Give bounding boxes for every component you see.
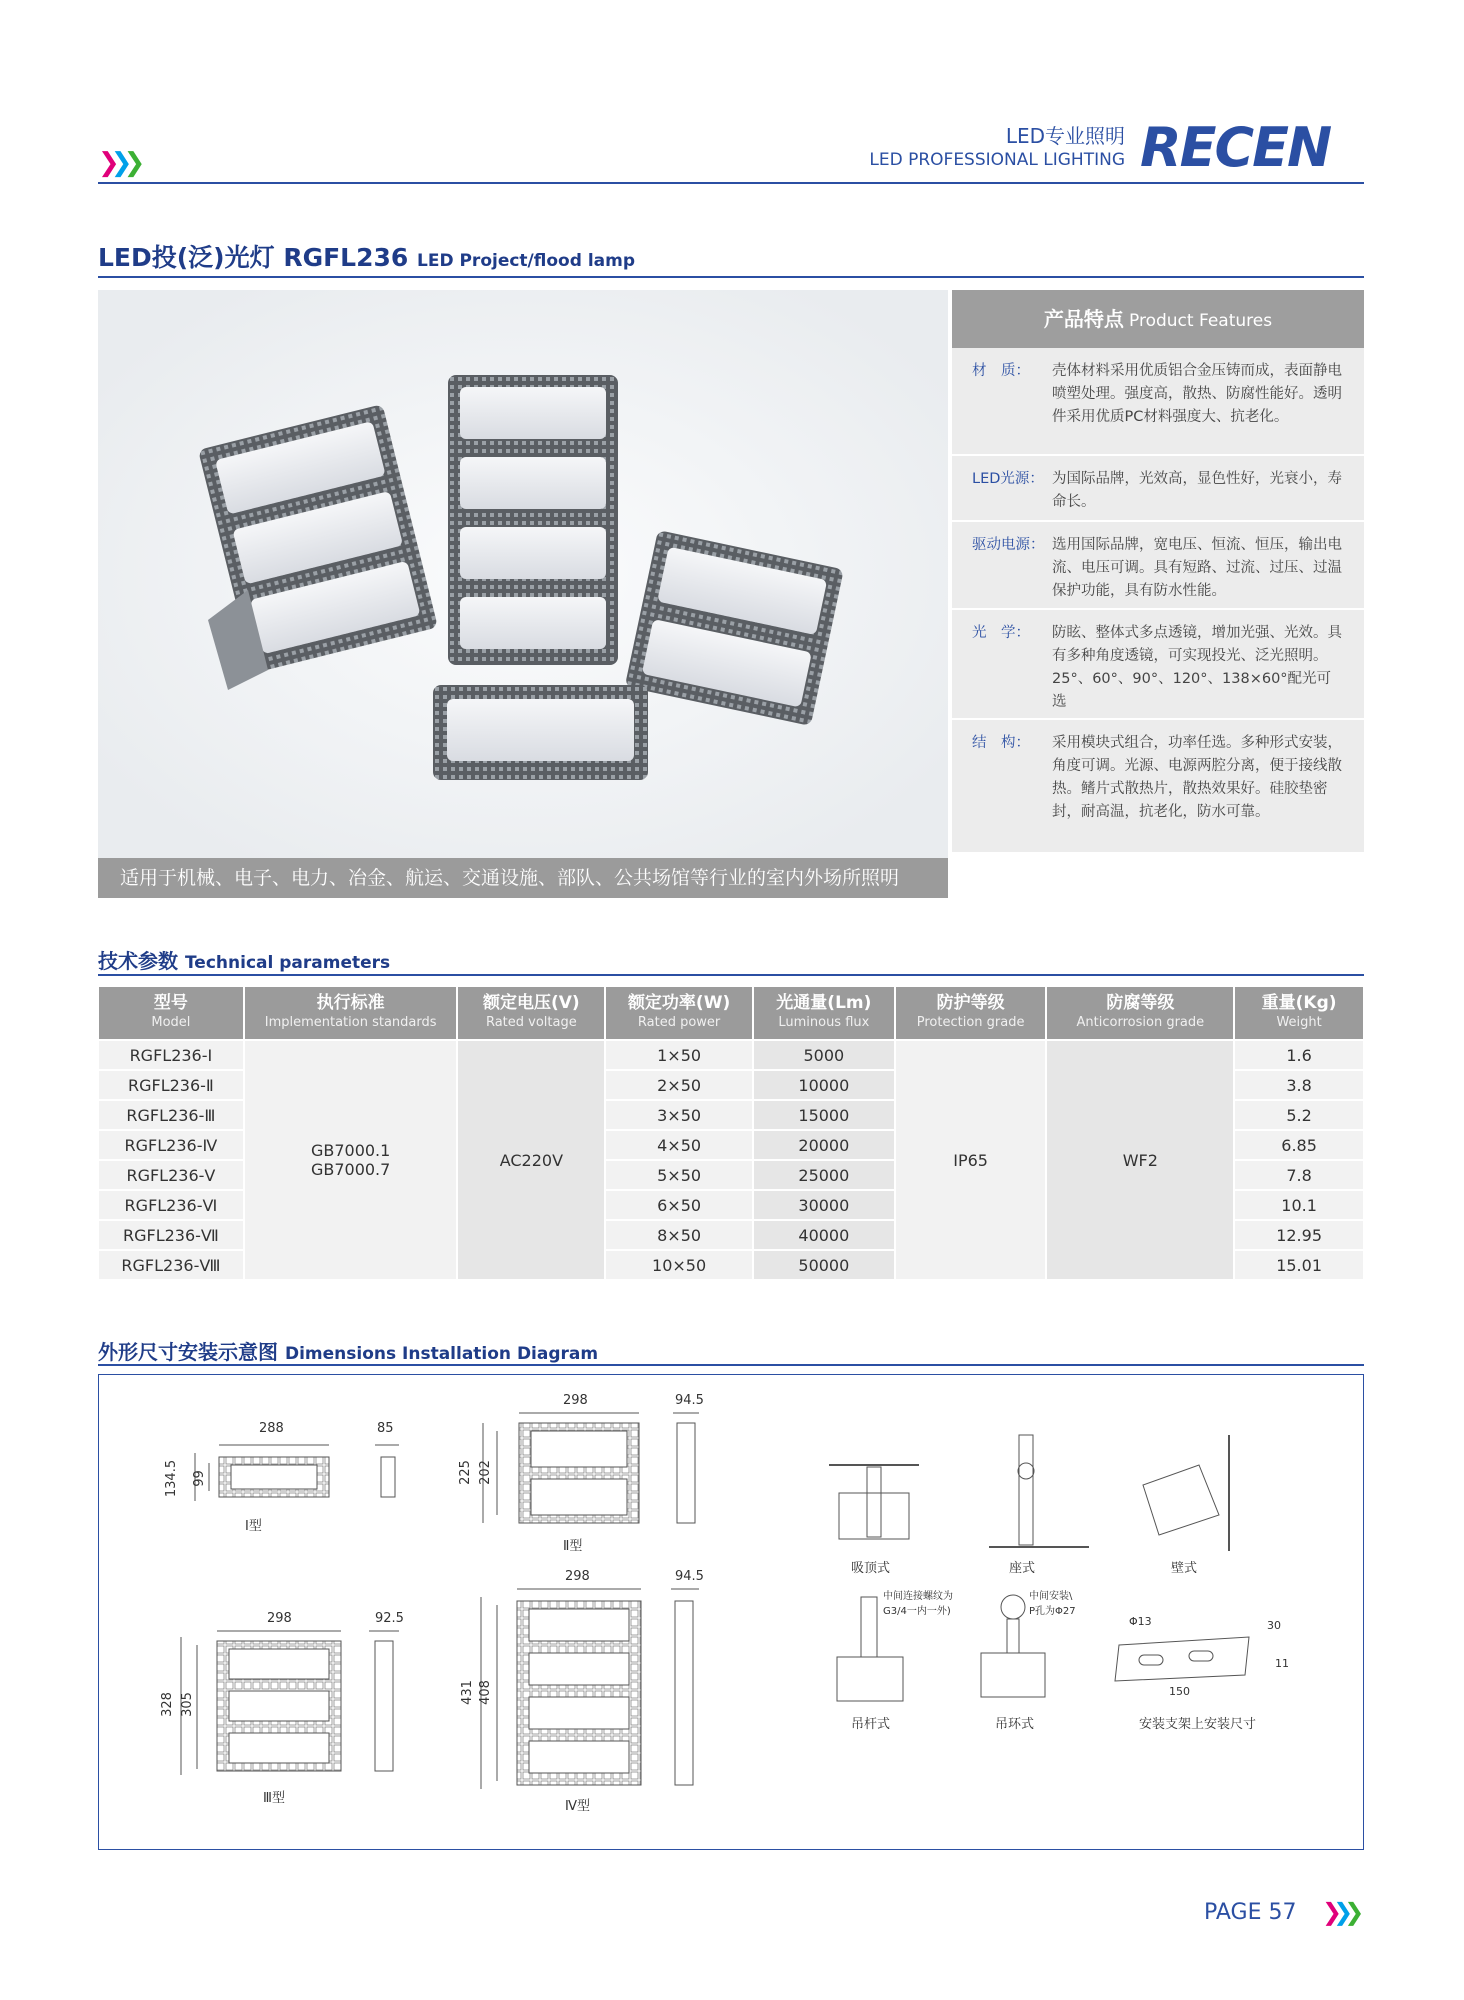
feature-item: 材 质： 壳体材料采用优质铝合金压铸而成，表面静电喷塑处理。强度高，散热、防腐性能好。透明件采用优质PC材料强度大、抗老化。 [952, 348, 1364, 456]
type4-inner-height: 408 [477, 1680, 493, 1705]
features-header: 产品特点 Product Features [952, 290, 1364, 348]
type3-label: Ⅲ型 [263, 1791, 285, 1806]
diagram-title: 外形尺寸安装示意图 Dimensions Installation Diagram [98, 1340, 599, 1364]
cell-power: 6×50 [605, 1190, 753, 1220]
mount-ring-label: 吊环式 [995, 1717, 1035, 1732]
cell-anticorrosion: WF2 [1046, 1040, 1234, 1280]
type1-width: 288 [259, 1421, 284, 1436]
col-flux: 光通量(Lm) Luminous flux [753, 986, 895, 1040]
col-model: 型号 Model [98, 986, 244, 1040]
feature-item: 结 构： 采用模块式组合，功率任选。多种形式安装，角度可调。光源、电源两腔分离，便于接线散热。鳍片式散热片，散热效果好。硅胶垫密封，耐高温，抗老化，防水可靠。 [972, 735, 1342, 820]
feature-item: LED光源： 为国际品牌，光效高，显色性好，光衰小，寿命长。 [952, 456, 1364, 522]
dimension-diagram [98, 1374, 1364, 1850]
cell-power: 1×50 [605, 1040, 753, 1070]
type3-inner-height: 305 [179, 1692, 195, 1717]
type2-depth: 94.5 [675, 1393, 704, 1408]
mount-pole-label: 吊杆式 [851, 1717, 891, 1732]
product-title: LED投(泛)光灯 RGFL236 LED Project/flood lamp [98, 243, 635, 272]
bracket-width-dim: 30 [1267, 1619, 1281, 1632]
cell-weight: 10.1 [1234, 1190, 1364, 1220]
header-arrows-icon: ❯❯❯ [98, 148, 137, 178]
cell-weight: 6.85 [1234, 1130, 1364, 1160]
col-standard: 执行标准 Implementation standards [244, 986, 458, 1040]
product-photo [98, 290, 948, 858]
feature-item: 光 学： 防眩、整体式多点透镜，增加光强、光效。具有多种角度透镜，可实现投光、泛光照明。25°、60°、90°、120°、138×60°配光可选 [952, 610, 1364, 720]
cell-model: RGFL236-Ⅷ [98, 1250, 244, 1280]
table-header-row [98, 986, 1364, 1040]
application-caption: 适用于机械、电子、电力、冶金、航运、交通设施、部队、公共场馆等行业的室内外场所照明 [98, 858, 948, 898]
cell-power: 2×50 [605, 1070, 753, 1100]
cell-flux: 5000 [753, 1040, 895, 1070]
type4-depth: 94.5 [675, 1569, 704, 1584]
cell-model: RGFL236-Ⅱ [98, 1070, 244, 1100]
tech-table [97, 985, 1365, 1281]
col-weight: 重量(Kg) Weight [1234, 986, 1364, 1040]
cell-flux: 15000 [753, 1100, 895, 1130]
mount-bracket-label: 安装支架上安装尺寸 [1139, 1717, 1257, 1732]
feature-item: 驱动电源： 选用国际品牌，宽电压、恒流、恒压，输出电流、电压可调。具有短路、过流、过压、过温保护功能，具有防水性能。 [952, 522, 1364, 610]
cell-standard: GB7000.1 GB7000.7 [244, 1040, 458, 1280]
cell-flux: 10000 [753, 1070, 895, 1100]
brand-cn: LED专业照明 [1005, 124, 1125, 148]
type3-height: 328 [159, 1692, 175, 1717]
type4-width: 298 [565, 1569, 590, 1584]
cell-model: RGFL236-Ⅶ [98, 1220, 244, 1250]
cell-weight: 7.8 [1234, 1160, 1364, 1190]
type2-inner-height: 202 [477, 1460, 493, 1485]
type4-height: 431 [459, 1680, 475, 1705]
cell-power: 10×50 [605, 1250, 753, 1280]
cell-model: RGFL236-Ⅴ [98, 1160, 244, 1190]
brand-en: LED PROFESSIONAL LIGHTING [869, 150, 1125, 170]
cell-power: 8×50 [605, 1220, 753, 1250]
title-divider [98, 276, 1364, 278]
cell-weight: 5.2 [1234, 1100, 1364, 1130]
diagram-divider [98, 1364, 1364, 1366]
type1-depth: 85 [377, 1421, 394, 1436]
bracket-length-dim: 150 [1169, 1685, 1190, 1698]
cell-power: 5×50 [605, 1160, 753, 1190]
bracket-hole-dim: Φ13 [1129, 1615, 1152, 1628]
cell-weight: 12.95 [1234, 1220, 1364, 1250]
col-anticorrosion: 防腐等级 Anticorrosion grade [1046, 986, 1234, 1040]
cell-model: RGFL236-Ⅳ [98, 1130, 244, 1160]
type1-inner-height: 99 [191, 1470, 207, 1487]
col-power: 额定功率(W) Rated power [605, 986, 753, 1040]
pole-note: 中间连接螺纹为 G3/4一内一外) [883, 1591, 953, 1617]
type4-label: Ⅳ型 [565, 1799, 590, 1814]
cell-model: RGFL236-Ⅰ [98, 1040, 244, 1070]
cell-voltage: AC220V [457, 1040, 605, 1280]
col-voltage: 额定电压(V) Rated voltage [457, 986, 605, 1040]
cell-flux: 30000 [753, 1190, 895, 1220]
cell-model: RGFL236-Ⅵ [98, 1190, 244, 1220]
cell-protection: IP65 [895, 1040, 1047, 1280]
footer-arrows-icon: ❯❯❯ [1322, 1898, 1356, 1926]
cell-flux: 40000 [753, 1220, 895, 1250]
recen-logo: RECEN [1140, 116, 1331, 179]
page-number: PAGE 57 [1204, 1900, 1297, 1925]
col-protection: 防护等级 Protection grade [895, 986, 1047, 1040]
type3-depth: 92.5 [375, 1611, 404, 1626]
features-panel [952, 290, 1364, 852]
table-row [98, 1040, 1364, 1070]
tech-divider [98, 974, 1364, 976]
type2-height: 225 [457, 1460, 473, 1485]
type1-label: Ⅰ型 [245, 1519, 262, 1534]
tech-title: 技术参数 Technical parameters [98, 949, 391, 973]
cell-weight: 15.01 [1234, 1250, 1364, 1280]
cell-flux: 50000 [753, 1250, 895, 1280]
mount-seat-label: 座式 [1009, 1561, 1036, 1576]
type2-width: 298 [563, 1393, 588, 1408]
cell-weight: 3.8 [1234, 1070, 1364, 1100]
cell-weight: 1.6 [1234, 1040, 1364, 1070]
mount-ceiling-label: 吸顶式 [851, 1561, 891, 1576]
type2-label: Ⅱ型 [563, 1539, 583, 1554]
cell-power: 4×50 [605, 1130, 753, 1160]
mount-wall-label: 壁式 [1171, 1561, 1198, 1576]
cell-model: RGFL236-Ⅲ [98, 1100, 244, 1130]
flood-lamp-icon [98, 290, 948, 858]
cell-flux: 25000 [753, 1160, 895, 1190]
cell-flux: 20000 [753, 1130, 895, 1160]
type1-height: 134.5 [164, 1459, 180, 1498]
ring-note: 中间安装\ P孔为Φ27 [1029, 1591, 1076, 1617]
cell-power: 3×50 [605, 1100, 753, 1130]
bracket-height-dim: 11 [1275, 1657, 1289, 1670]
type3-width: 298 [267, 1611, 292, 1626]
header-divider [98, 182, 1364, 184]
